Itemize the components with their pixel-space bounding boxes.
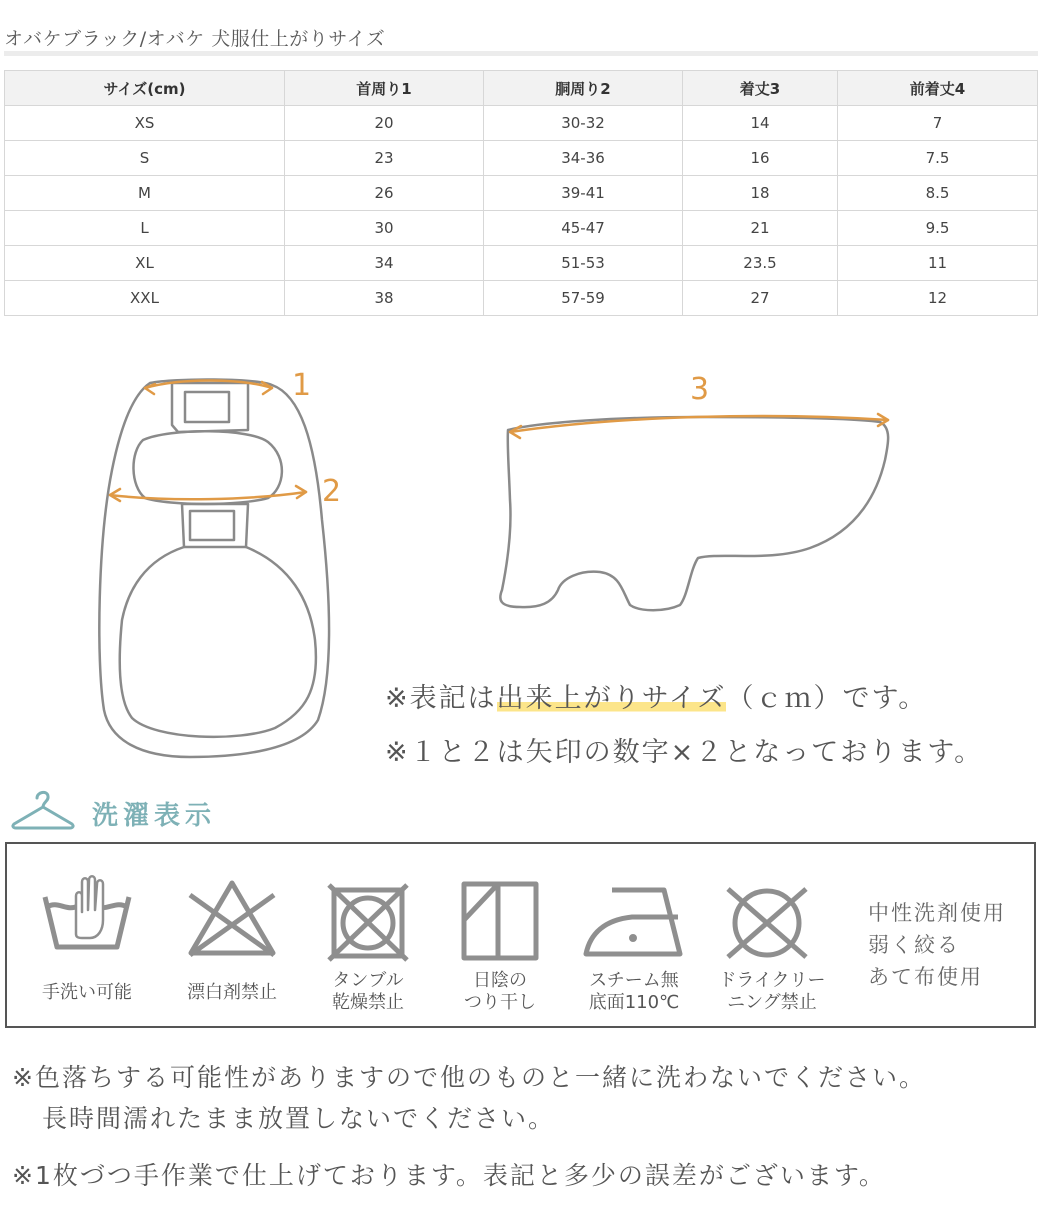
table-cell: 23.5 <box>683 246 838 281</box>
care-label-iron <box>580 970 688 1014</box>
column-header-size: サイズ(cm) <box>5 71 285 106</box>
table-cell: 18 <box>683 176 838 211</box>
table-cell: XL <box>5 246 285 281</box>
table-cell: 30-32 <box>484 106 683 141</box>
title-divider <box>4 51 1038 56</box>
column-header-chest: 胴周り2 <box>484 71 683 106</box>
care-label-line: スチーム無 <box>589 970 679 991</box>
column-header-front-length: 前着丈4 <box>838 71 1038 106</box>
no-bleach-icon <box>186 877 278 959</box>
table-cell: 23 <box>285 141 484 176</box>
footer-note-2: 長時間濡れたまま放置しないでください。 <box>42 1104 556 1133</box>
measure-arrows <box>110 381 888 502</box>
size-note-1 <box>385 676 927 715</box>
table-cell: 11 <box>838 246 1038 281</box>
washing-title: 洗濯表示 <box>92 801 217 831</box>
table-cell: 9.5 <box>838 211 1038 246</box>
table-cell: 57-59 <box>484 281 683 316</box>
table-cell: XS <box>5 106 285 141</box>
column-header-neck: 首周り1 <box>285 71 484 106</box>
table-cell: 30 <box>285 211 484 246</box>
hand-wash-icon <box>40 872 134 952</box>
table-row <box>5 246 1038 281</box>
care-label-no-tumble-dry <box>318 970 418 1014</box>
care-label-no-bleach <box>178 982 286 1004</box>
iron-low-no-steam-icon <box>582 884 686 958</box>
care-note-line: 中性洗剤使用 <box>868 901 1006 925</box>
table-cell: XXL <box>5 281 285 316</box>
table-cell: 12 <box>838 281 1038 316</box>
table-cell: M <box>5 176 285 211</box>
care-label-line: ドライクリー <box>718 970 826 991</box>
care-label-hand-wash <box>37 982 137 1004</box>
table-cell: 34 <box>285 246 484 281</box>
table-cell: 26 <box>285 176 484 211</box>
table-cell: 45-47 <box>484 211 683 246</box>
footer-note-3: ※1枚づつ手作業で仕上げております。表記と多少の誤差がございます。 <box>12 1161 886 1190</box>
no-tumble-dry-icon <box>326 882 410 962</box>
measure-label-3: 3 <box>690 372 710 407</box>
care-label-line: つり干し <box>464 992 536 1013</box>
care-label-line: タンブル <box>332 970 404 991</box>
care-notes <box>868 897 1006 993</box>
column-header-length: 着丈3 <box>683 71 838 106</box>
measure-label-2: 2 <box>322 474 342 509</box>
care-label-line: 漂白剤禁止 <box>187 982 277 1003</box>
table-row <box>5 281 1038 316</box>
table-row <box>5 141 1038 176</box>
care-note-line: 弱く絞る <box>868 933 960 957</box>
table-cell: 38 <box>285 281 484 316</box>
size-note-2: ※１と２は矢印の数字×２となっております。 <box>385 737 984 768</box>
care-label-line: 底面110℃ <box>588 992 680 1013</box>
table-cell: 7.5 <box>838 141 1038 176</box>
care-label-line: ニング禁止 <box>727 992 817 1013</box>
garment-side-view <box>500 417 888 610</box>
measure-label-1: 1 <box>292 368 312 403</box>
table-cell: 8.5 <box>838 176 1038 211</box>
table-cell: 27 <box>683 281 838 316</box>
table-header-row <box>5 71 1038 106</box>
table-cell: 34-36 <box>484 141 683 176</box>
table-row <box>5 106 1038 141</box>
table-row <box>5 211 1038 246</box>
table-cell: S <box>5 141 285 176</box>
care-label-shade-line-dry <box>450 970 550 1014</box>
care-label-line: 乾燥禁止 <box>332 992 404 1013</box>
size-table <box>4 70 1038 316</box>
table-cell: 39-41 <box>484 176 683 211</box>
care-note-line: あて布使用 <box>868 965 983 989</box>
table-cell: 7 <box>838 106 1038 141</box>
garment-top-view <box>99 379 329 757</box>
table-cell: 16 <box>683 141 838 176</box>
care-label-line: 手洗い可能 <box>42 982 132 1003</box>
shade-line-dry-icon <box>460 880 540 962</box>
hanger-icon <box>10 788 76 834</box>
table-cell: L <box>5 211 285 246</box>
care-label-line: 日陰の <box>473 970 527 991</box>
care-label-no-dry-clean <box>712 970 832 1014</box>
size-note-prefix: ※表記は <box>385 683 497 714</box>
table-row <box>5 176 1038 211</box>
no-dry-clean-icon <box>724 885 810 961</box>
size-note-suffix: （ｃｍ）です。 <box>726 683 928 714</box>
page-title: オバケブラック/オバケ 犬服仕上がりサイズ <box>4 28 386 50</box>
table-cell: 14 <box>683 106 838 141</box>
table-cell: 20 <box>285 106 484 141</box>
table-cell: 21 <box>683 211 838 246</box>
size-note-highlight: 出来上がりサイズ <box>496 683 727 714</box>
table-cell: 51-53 <box>484 246 683 281</box>
footer-note-1: ※色落ちする可能性がありますので他のものと一緒に洗わないでください。 <box>12 1063 926 1092</box>
